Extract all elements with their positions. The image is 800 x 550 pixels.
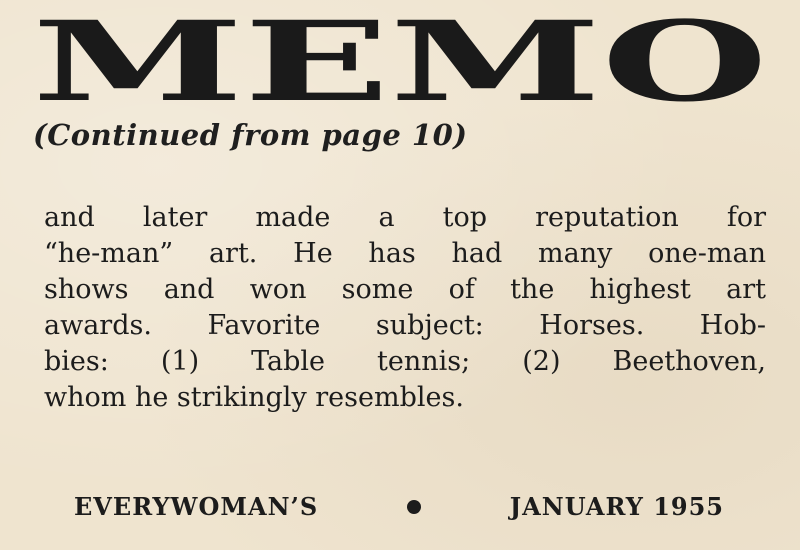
article-body — [44, 200, 766, 416]
footer-date: JANUARY 1955 — [509, 492, 724, 521]
footer-publication: EVERYWOMAN’S — [74, 492, 319, 521]
body-line: whom he strikingly resembles. — [44, 382, 464, 413]
body-line: bies: (1) Table tennis; (2) Beethoven, — [44, 346, 766, 377]
body-line: awards. Favorite subject: Horses. Hob- — [44, 310, 766, 341]
body-line: and later made a top reputation for — [44, 202, 766, 233]
masthead — [28, 14, 772, 114]
masthead-title-graphic — [28, 14, 772, 114]
masthead-title: MEMO — [32, 14, 768, 114]
continued-note: (Continued from page 10) — [33, 118, 468, 152]
body-line: “he-man” art. He has had many one-man — [44, 238, 766, 269]
body-line: shows and won some of the highest art — [44, 274, 766, 305]
page-footer — [74, 492, 724, 521]
bullet-icon — [407, 500, 421, 514]
